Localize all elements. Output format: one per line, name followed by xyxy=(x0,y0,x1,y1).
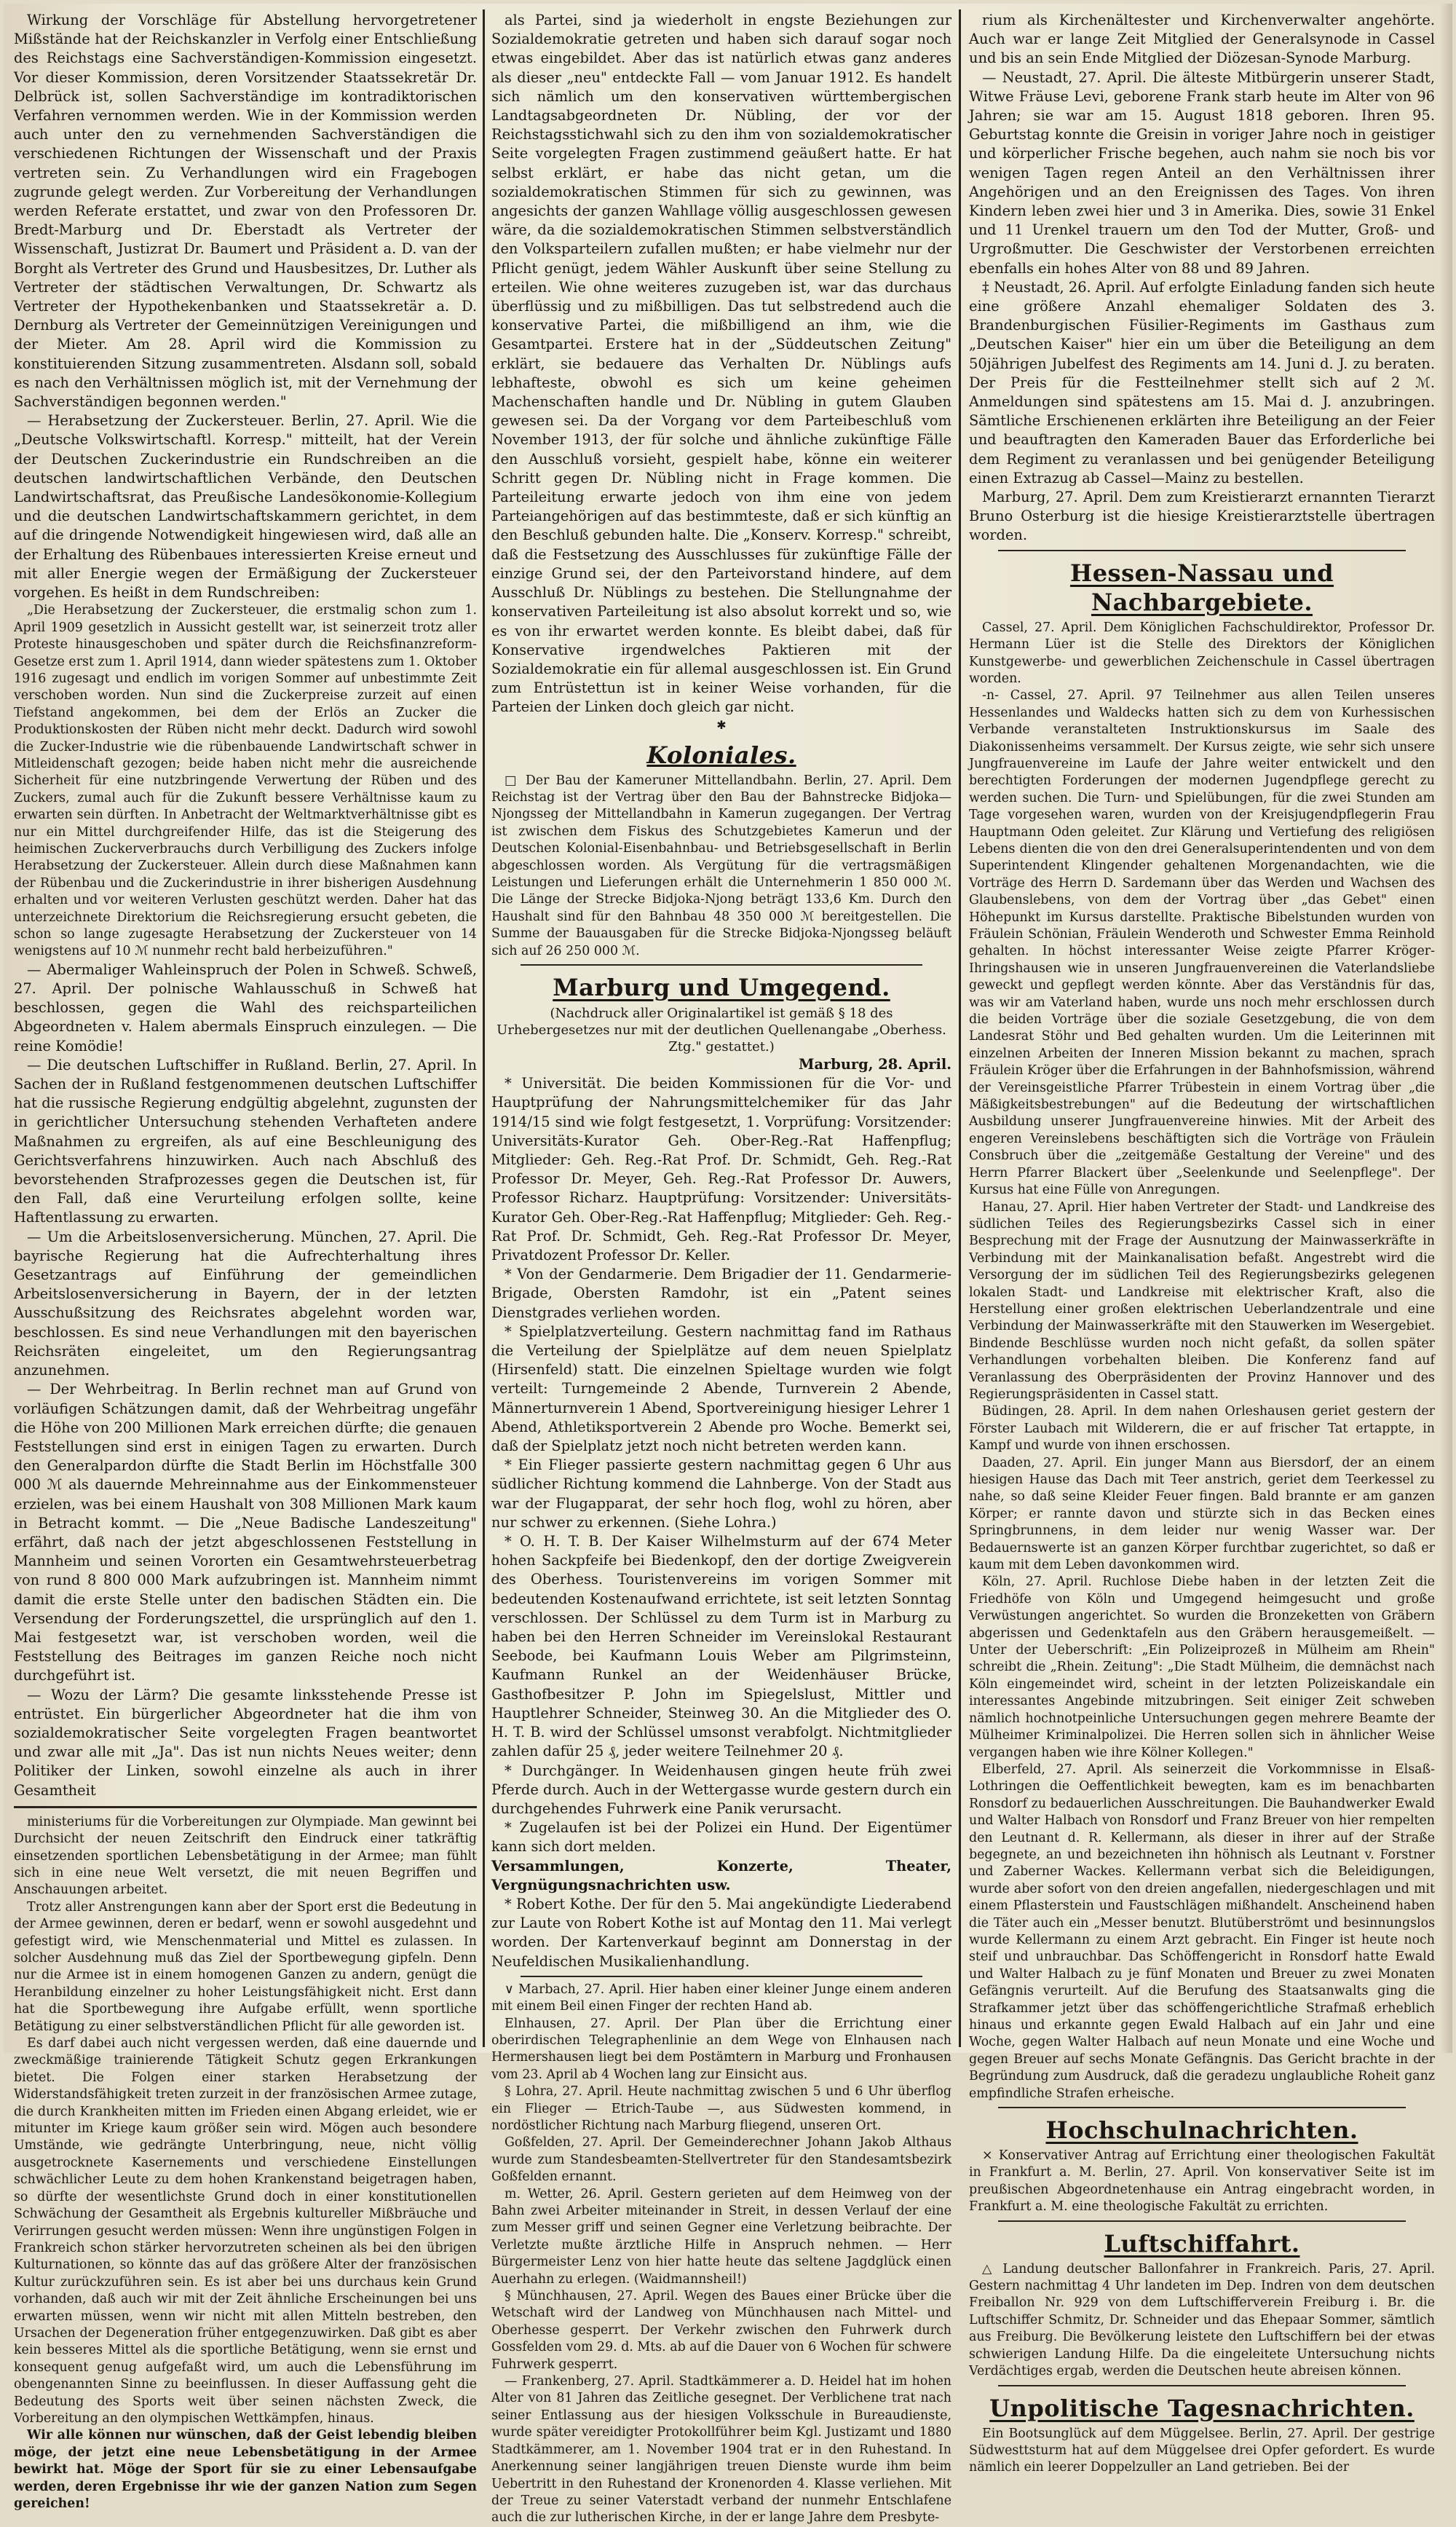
article-buedingen: Büdingen, 28. April. In dem nahen Orleshausen geriet gestern der Förster Laubach mit Wilderern, die er auf frischer Tat ertappte, in Kampf und wurde von ihnen erschossen. xyxy=(969,1404,1435,1454)
article-spielplatz: * Spielplatzverteilung. Gestern nachmittag fand im Rathaus die Verteilung der Spielplätze auf dem neuen Spielplatz (Hirsenfeld) statt. Die einzelnen Spieltage wurden wie folgt verteilt: Turngemeinde 2 Abende, Turnverein 2 Abende, Männerturnverein 1 Abend, Sportvereinigung hiesiger Lehrer 1 Abend, Athletiksportverein 2 Abende pro Woche. Bemerkt sei, daß der Spielplatz jetzt noch nicht betreten werden kann. xyxy=(491,1322,951,1455)
article-cassel-kursus: -n- Cassel, 27. April. 97 Teilnehmer aus allen Teilen unseres Hessenlandes und Waldecks hatten sich zu dem von Kurhessischen Verbande veranstalteten Instruktionskursus im Saale des Diakonissenheims versammelt. Der Kursus zeigte, wie sehr sich unsere Jungfrauenvereine im Laufe der Jahre weiter entwickelt und den berechtigten Forderungen der modernen Jugendpflege gerecht zu werden suchen. Die Turn- und Spielübungen, für die zwei Stunden am Tage vorgesehen waren, wurden von der Kreisjugendpflegerin Frau Hauptmann Oden geleitet. Zur Klärung und Vertiefung des religiösen Lebens dienten die von den drei Generalsuperintendenten und von dem Superintendent Klingender gehaltenen Morgenandachten, wie die Vorträge des Herrn D. Sardemann über das Werden und Wachsen des Glaubenslebens, von dem der Vortrag über „das Gebet" einen Höhepunkt im Kursus darstellte. Praktische Bibelstunden wurden von Fräulein Schönian, Fräulein Wenderoth und Schwester Emma Reinhold gehalten. In höchst interessanter Weise zeigte Pfarrer Kröger-Ihringshausen wie in unseren Jungfrauenvereinen die Vaterlandsliebe geweckt und gepflegt werden könnte. Aber das Verständnis für das, was wir am Vaterland haben, wurde uns noch mehr erschlossen durch die beiden Vorträge über die soziale Gesetzgebung, die von dem Landesrat Stöhr und Bed gehalten wurden. Um die Leiterinnen mit einzelnen Arbeiten der Inneren Mission bekannt zu machen, sprach Fräulein Kröger über die Erfahrungen in der Bahnhofsmission, während der Vereinsgeistliche Pfarrer Trübestein in einem Vortrag über „die Mäßigkeitsbestrebungen" auf die Bedeutung der wirtschaftlichen Ausbildung unserer Jungfrauenvereine hinwies. Mit der Arbeit des engeren Vereinslebens beschäftigten sich die Vorträge von Fräulein Consbruch über die „zeitgemäße Gestaltung der Vereine" und des Herrn Pfarrer Blackert über „Seelenkunde und Seelenpflege". Der Kursus hat eine Fülle von Anregungen. xyxy=(969,688,1435,1198)
article-nuebling: als Partei, sind ja wiederholt in engste Beziehungen zur Sozialdemokratie getreten und haben sich darauf sogar noch etwas eingebildet. Aber das ist natürlich etwas ganz anderes als dieser „neu" entdeckte Fall — vom Januar 1912. Es handelt sich nämlich um den konservativen württembergischen Landtagsabgeordneten Dr. Nübling, der vor der Reichstagsstichwahl sich zu den ihm von sozialdemokratischer Seite vorgelegten Fragen zustimmend geäußert hatte. Er hat selbst erklärt, er habe das nicht getan, um die sozialdemokratischen Stimmen für sich zu gewinnen, was angesichts der ganzen Wahllage völlig ausgeschlossen gewesen wäre, da die sozialdemokratischen Stimmen selbstverständlich den Volksparteilern zufallen mußten; er habe vielmehr nur der Pflicht genügt, jedem Wähler Auskunft über seine Stellung zu erteilen. Wie ohne weiteres zuzugeben ist, war das durchaus überflüssig und zu mißbilligen. Das tut selbstredend auch die konservative Partei, die mißbilligend an ihm, wie die Gesamtpartei. Erstere hat in der „Süddeutschen Zeitung" erklärt, sie bedauere das Verhalten Dr. Nüblings aufs lebhafteste, obwohl es sich um keine geheimen Machenschaften handle und Dr. Nübling in gutem Glauben gewesen sei. Da der Vorgang vor dem Parteibeschluß vom November 1913, der für solche und ähnliche zukünftige Fälle den Ausschluß vorsieht, gespielt habe, könne ein weiterer Schritt gegen Dr. Nübling nicht in Frage kommen. Die Parteileitung erwarte jedoch von ihm eine von jedem Parteiangehörigen auf das bestimmteste, daß er sich künftig an den Beschluß gebunden halte. Die „Konserv. Korresp." schreibt, daß die Festsetzung des Ausschlusses für zukünftige Fälle der einzige Grund sei, der den Parteivorstand hindere, auf dem Ausschluß Dr. Nüblings zu bestehen. Die Stellungnahme der konservativen Parteileitung ist also absolut korrekt und so, wie es von ihr erwartet werden konnte. Es bleibt dabei, daß für Konservative irgendwelches Paktieren mit der Sozialdemokratie ein für allemal ausgeschlossen ist. Ein Grund zum Entrüstettun ist in keiner Weise vorhanden, für die Parteien der Linken doch gleich gar nicht. xyxy=(491,12,951,716)
article-theologische-fakultaet: × Konservativer Antrag auf Errichtung einer theologischen Fakultät in Frankfurt a. M. Berlin, 27. April. Von konservativer Seite ist im preußischen Abgeordnetenhause ein Antrag eingebracht worden, in Frankfurt a. M. eine theologische Fakultät zu errichten. xyxy=(969,2148,1435,2215)
newspaper-page xyxy=(4,4,1452,2526)
column-rule xyxy=(959,9,961,2047)
article-wozu-der-laerm: — Wozu der Lärm? Die gesamte linksstehende Presse ist entrüstet. Ein bürgerlicher Abgeordneter hat die ihm von sozialdemokratischer Seite vorgelegten Fragen beantwortet und zwar alle mit „Ja". Das ist nun nichts Neues weiter; denn Politiker der Linken, sowohl einzelne als auch in ihrer Gesamtheit xyxy=(14,1686,477,1799)
subheading-versammlungen: Versammlungen, Konzerte, Theater, Vergnügungsnachrichten usw. xyxy=(491,1857,951,1893)
article-wetter: m. Wetter, 26. April. Gestern gerieten auf dem Heimweg von der Bahn zwei Arbeiter miteinander in Streit, in dessen Verlauf der eine zum Messer griff und seinen Gegner eine Verletzung beibrachte. Der Verletzte mußte ärztliche Hilfe in Anspruch nehmen. — Herr Bürgermeister Lenz von hier hatte heute das seltene Jagdglück einen Auerhahn zu erlegen. (Waidmannsheil!) xyxy=(491,2186,951,2287)
column-right xyxy=(969,11,1435,2475)
article-neustadt-levi: — Neustadt, 27. April. Die älteste Mitbürgerin unserer Stadt, Witwe Fräuse Levi, geborene Frank starb heute im Alter von 96 Jahren; sie war am 15. August 1818 geboren. Ihren 95. Geburtstag konnte die Greisin in voriger Jahre noch in geistiger und körperlicher Frische begehen, auch nahm sie noch bis vor wenigen Tagen regen Anteil an den Verhältnissen ihrer Angehörigen und an den Ereignissen des Tages. Von ihren Kindern leben zwei hier und 3 in Amerika. Dies, sowie 31 Enkel und 11 Urenkel trauern um den Tod der Mutter, Groß- und Urgroßmutter. Die Geschwister der Verstorbenen erreichten ebenfalls ein hohes Alter von 88 und 89 Jahren. xyxy=(969,68,1435,277)
article-cassel-lueer: Cassel, 27. April. Dem Königlichen Fachschuldirektor, Professor Dr. Hermann Lüer ist die Stelle des Direktors der Königlichen Kunstgewerbe- und gewerblichen Zeichenschule in Cassel übertragen worden. xyxy=(969,620,1435,686)
article-robert-kothe: * Robert Kothe. Der für den 5. Mai angekündigte Liederabend zur Laute von Robert Kothe ist auf Montag den 11. Mai verlegt worden. Der Kartenverkauf beginnt am Donnerstag in der Neufeldischen Musikalienhandlung. xyxy=(491,1895,951,1970)
section-heading-unpolitisch: Unpolitische Tagesnachrichten. xyxy=(989,2394,1415,2422)
article-paragraph: Es darf dabei auch nicht vergessen werden, daß eine dauernde und zweckmäßige trainierende Tätigkeit Schutz gegen Erkrankungen bietet. Die Folgen einer starken Herabsetzung der Widerstandsfähigkeit treten zurzeit in der französischen Armee zutage, die durch Krankheiten mitten im Frieden einen Abgang erleidet, wie er mitunter im Kriege kaum größer sein wird. Mögen auch besondere Umstände, wie gedrängte Unterbringung, neue, nicht völlig ausgetrocknete Kasernements und verschiedene Einstellungen schwächlicher Leute zu dem hohen Krankenstand beigetragen haben, so dürfte der wesentlichste Grund doch in einer konstitutionellen Schwächung der Gesamtheit als Ergebnis kultureller Mißbräuche und Verirrungen gesucht werden müssen: Wenn ihre ungünstigen Folgen in Frankreich schon stärker hervorzutreten scheinen als bei den übrigen Kulturnationen, so könnte das auf das größere Alter der französischen Kultur zurückzuführen sein. Es ist aber bei uns durchaus kein Grund vorhanden, daß auch wir mit der Zeit ähnliche Erscheinungen bei uns erwarten müssen, wenn wir nicht mit allen Mitteln bestreben, den Ursachen der Degeneration früher entgegenzuwirken. Daß gibt es aber kein besseres Mittel als die sportliche Betätigung, wenn sie ernst und konsequent genug aufgefaßt wird, um auch die Lebensführung im obengenannten Sinne zu beeinflussen. In dieser Auffassung geht die Bedeutung des Sports weit über seinen nächsten Zweck, die Vorbereitung an den olympischen Wettkämpfen, hinaus. xyxy=(14,2036,477,2426)
article-ballonfahrer: △ Landung deutscher Ballonfahrer in Frankreich. Paris, 27. April. Gestern nachmittag 4 Uhr landeten im Dep. Indren von dem deutschen Freiballon Nr. 929 von dem Luftschifferverein Freiburg i. Br. die Luftschiffer Schmitz, Dr. Schneider und das Ehepaar Sommer, sämtlich aus Freiburg. Die Bevölkerung leistete den Luftschiffern bei der etwas schwierigen Landung Hilfe. Da die eingeleitete Untersuchung nichts Verdächtiges ergab, werden die Deutschen heute abreisen können. xyxy=(969,2261,1435,2379)
article-daaden: Daaden, 27. April. Ein junger Mann aus Biersdorf, der an einem hiesigen Hause das Dach mit Teer anstrich, geriet dem Teerkessel zu nahe, so daß seine Kleider Feuer fingen. Bald brannte er am ganzen Körper; er rannte davon und stürzte sich in das Becken eines Springbrunnens, in dem leider nur wenig Wasser war. Der Bedauernswerte ist an ganzen Körper furchtbar zugerichtet, so daß er kaum mit dem Leben davonkommen wird. xyxy=(969,1455,1435,1573)
section-heading-hessen-nassau: Hessen-Nassau und Nachbargebiete. xyxy=(1069,559,1334,616)
article-gossfelden: Goßfelden, 27. April. Der Gemeinderechner Johann Jakob Althaus wurde zum Standesbeamten-Stellvertreter für den Standesamtsbezirk Goßfelden ernannt. xyxy=(491,2135,951,2185)
section-divider xyxy=(998,2385,1406,2386)
article-frankenberg: — Frankenberg, 27. April. Stadtkämmerer a. D. Heidel hat im hohen Alter von 81 Jahren das Zeitliche gesegnet. Der Verblichene trat nach seiner Entlassung aus der hiesigen Volksschule in Bureaudienste, wurde später vereidigter Protokollführer beim Kgl. Justizamt und 1880 Stadtkämmerer, am 1. November 1904 trat er in den Ruhestand. In Anerkennung seiner langjährigen treuen Dienste wurde ihm beim Uebertritt in den Ruhestand der Kronenorden 4. Klasse verliehen. Mit der Treue zu seiner Vaterstadt verband der nunmehr Entschlafene auch die zur lutherischen Kirche, in der er lange Jahre dem Presbyte- xyxy=(491,2374,951,2526)
article-kreistierarzt: Marburg, 27. April. Dem zum Kreistierarzt ernannten Tierarzt Bruno Osterburg ist die hiesige Kreistierarztstelle übertragen worden. xyxy=(969,489,1435,544)
section-heading-luftschiffahrt: Luftschiffahrt. xyxy=(1104,2229,1300,2258)
dateline: Marburg, 28. April. xyxy=(799,1055,951,1073)
section-divider xyxy=(998,550,1406,551)
article-hanau: Hanau, 27. April. Hier haben Vertreter der Stadt- und Landkreise des südlichen Teiles des Regierungsbezirks Cassel sich in einer Besprechung mit der Frage der Ausnutzung der Mainwasserkräfte in Verbindung mit der Mainkanalisation befaßt. Angestrebt wird die Versorgung der im südlichen Teil des Regierungsbezirks gelegenen lokalen Stadt- und Landkreise mit elektrischer Kraft, also die Herstellung einer großen elektrischen Ueberlandzentrale und eine Verbindung der Mainwasserkräfte mit den Stauwerken im Wesergebiet. Bindende Beschlüsse wurden noch nicht gefaßt, da sollen später Verhandlungen vorbehalten bleiben. Die Konferenz fand auf Veranlassung des Oberpräsidenten der Provinz Hannover und des Regierungspräsidenten in Cassel statt. xyxy=(969,1199,1435,1402)
article-ohtv: * O. H. T. B. Der Kaiser Wilhelmsturm auf der 674 Meter hohen Sackpfeife bei Biedenkopf, den der dortige Zweigverein des Oberhess. Touristenvereins im vorigen Sommer mit bedeutenden Kostenaufwand errichtete, ist seit letzten Sonntag verschlossen. Der Schlüssel zu dem Turm ist in Marburg zu haben bei den Herren Schneider im Vereinslokal Restaurant Seebode, bei Kaufmann Louis Weber am Pilgrimsteinn, Kaufmann Runkel an der Weidenhäuser Brücke, Gasthofbesitzer P. John im Spiegelslust, Mittler und Hauptlehrer Schneider, Steinweg 30. An die Mitglieder des O. H. T. B. wird der Schlüssel umsonst verabfolgt. Nichtmitglieder zahlen dafür 25 ₰, jeder weitere Teilnehmer 20 ₰. xyxy=(491,1533,951,1760)
article-continuation: rium als Kirchenältester und Kirchenverwalter angehörte. Auch war er lange Zeit Mitglied der Generalsynode in Cassel und bis an sein Ende Mitglied der Diözesan-Synode Marburg. xyxy=(969,12,1435,67)
article-gendarmerie: * Von der Gendarmerie. Dem Brigadier der 11. Gendarmerie-Brigade, Obersten Ramdohr, ist ein „Patent seines Dienstgrades verliehen worden. xyxy=(491,1266,951,1321)
article-elnhausen: Elnhausen, 27. April. Der Plan über die Errichtung einer oberirdischen Telegraphenlinie an dem Wege von Elnhausen nach Hermershausen liegt bei dem Postämtern in Marburg und Fronhausen vom 23. April ab 4 Wochen lang zur Einsicht aus. xyxy=(491,2016,951,2082)
article-quote: „Die Herabsetzung der Zuckersteuer, die erstmalig schon zum 1. April 1909 gesetzlich in Aussicht gestellt war, ist seinerzeit trotz aller Proteste hinausgeschoben und später durch die Reichsfinanzreform-Gesetze erst zum 1. April 1914, dann wieder spätestens zum 1. Oktober 1916 zugesagt und endlich im vorigen Sommer auf unbestimmte Zeit verschoben worden. Nun sind die Zuckerpreise zurzeit auf einen Tiefstand angekommen, bei dem der Erlös an Zucker die Produktionskosten der Rüben nicht mehr deckt. Dadurch wird sowohl die Zucker-Industrie wie die rübenbauende Landwirtschaft schwer in Mitleidenschaft gezogen; beide haben nicht mehr die ausreichende Sicherheit für eine nutzbringende Verwertung der Rüben und des Zuckers, zumal auch für die Zukunft bessere Verhältnisse kaum zu erwarten sein dürften. In Anbetracht der Weltmarktverhältnisse gibt es nur ein Mittel durchgreifender Hilfe, das ist die Steigerung des heimischen Zuckerverbrauchs durch Verbilligung des Zuckers infolge Herabsetzung der Zuckersteuer. Allein durch diese Maßnahmen kann der Rübenbau und die Zuckerindustrie in ihrer bisherigen Ausdehnung erhalten und vor weiteren Verlusten geschützt werden. Daher hat das unterzeichnete Direktorium die Reichsregierung ersucht gebeten, die schon so lange zugesagte Herabsetzung der Zuckersteuer von 14 wenigstens auf 10 ℳ nunmehr recht bald herbeizuführen." xyxy=(14,603,477,959)
section-divider xyxy=(998,2220,1406,2222)
column-left xyxy=(14,11,477,2512)
article-luftschiffer-russland: — Die deutschen Luftschiffer in Rußland. Berlin, 27. April. In Sachen der in Rußland festgenommenen deutschen Luftschiffer hat die russische Regierung endgültig abgelehnt, zugunsten der in gerichtlicher Untersuchung stehenden Verhafteten andere Maßnahmen zu ergreifen, als auf eine Beschleunigung des Gerichtsverfahrens hinzuwirken. Auch nach Abschluß des bevorstehenden Strafprozesses gegen die Deutschen ist, für den Fall, daß eine Verurteilung erfolgen sollte, keine Haftentlassung zu erwarten. xyxy=(14,1056,477,1226)
article-wehrbeitrag: — Der Wehrbeitrag. In Berlin rechnet man auf Grund von vorläufigen Schätzungen damit, daß der Wehrbeitrag ungefähr die Höhe von 200 Millionen Mark erreichen dürfte; die genauen Feststellungen sind erst in einigen Tagen zu erwarten. Durch den Generalpardon dürfte die Stadt Berlin im Höchstfalle 300 000 ℳ als dauernde Mehreinnahme aus der Einkommensteuer erzielen, was bei einem Haushalt von 308 Millionen Mark kaum in Betracht kommt. — Die „Neue Badische Landeszeitung" erfährt, daß nach der jetzt abgeschlossenen Feststellung in Mannheim und seinen Vororten ein Gesamtwehrsteuerbetrag von rund 8 800 000 Mark aufzubringen ist. Mannheim nimmt damit die erste Stelle unter den badischen Städten ein. Die Versendung der Forderungszettel, die ursprünglich auf den 1. Mai festgesetzt war, ist verschoben worden, weil die Feststellung des Beitrages im ganzen Reiche noch nicht durchgeführt ist. xyxy=(14,1381,477,1684)
article-universitaet: * Universität. Die beiden Kommissionen für die Vor- und Hauptprüfung der Nahrungsmittelchemiker für das Jahr 1914/15 sind wie folgt festgesetzt, 1. Vorprüfung: Vorsitzender: Universitäts-Kurator Geh. Ober-Reg.-Rat Haffenpflug; Mitglieder: Geh. Reg.-Rat Prof. Dr. Schmidt, Geh. Reg.-Rat Professor Dr. Meyer, Geh. Reg.-Rat Professor Dr. Auwers, Professor Richarz. Hauptprüfung: Vorsitzender: Universitäts-Kurator Geh. Ober-Reg.-Rat Haffenpflug; Mitglieder: Geh. Reg.-Rat Prof. Dr. Schmidt, Geh. Reg.-Rat Professor Dr. Meyer, Privatdozent Professor Dr. Keller. xyxy=(491,1075,951,1264)
article-paragraph: Trotz aller Anstrengungen kann aber der Sport erst die Bedeutung in der Armee gewinnen, deren er bedarf, wenn er sowohl ausgedehnt und gefestigt wird, wie Menschenmaterial und Mittel es zulassen. In solcher Ausdehnung muß das Ziel der Sportbewegung gipfeln. Denn nur die Armee ist in einem homogenen Ganzen zu andern, genügt die Heranbildung einzelner zu hoher Leistungsfähigkeit nicht. Erst dann hat die Sportbewegung ihre Aufgabe erfüllt, wenn sportliche Betätigung zu einer selbstverständlichen Pflicht für alle geworden ist. xyxy=(14,1899,477,2034)
column-rule xyxy=(483,9,485,2047)
reprint-notice: (Nachdruck aller Originalartikel ist gemäß § 18 des Urhebergesetzes nur mit der deutlichen Quellenangabe „Oberhess. Ztg." gestattet.) xyxy=(496,1005,946,1054)
section-heading-marburg: Marburg und Umgegend. xyxy=(553,973,890,1001)
section-heading-koloniales: Koloniales. xyxy=(646,741,796,769)
article-sport-armee: ministeriums für die Vorbereitungen zur Olympiade. Man gewinnt bei Durchsicht der neuen Zeitschrift den Eindruck einer tatkräftig einsetzenden sportlichen Lebensbetätigung in der Armee; man fühlt sich in eine neue Welt versetzt, die mit neuen Begriffen und Anschauungen arbeitet. xyxy=(14,1814,477,1898)
article-marbach: ∨ Marbach, 27. April. Hier haben einer kleiner Junge einem anderen mit einem Beil einen Finger der rechten Hand ab. xyxy=(491,1982,951,2014)
article-arbeitslosenversicherung: — Um die Arbeitslosenversicherung. München, 27. April. Die bayrische Regierung hat die Aufrechterhaltung ihres Gesetzantrags auf Einführung der gemeindlichen Arbeitslosenversicherung in Bayern, der in der letzten Ausschußsitzung des Reichsrates abgelehnt worden war, beschlossen. Es sind neue Verhandlungen mit den bayerischen Reichsräten eingeleitet, um den Regierungsantrag anzunehmen. xyxy=(14,1228,477,1379)
section-heading-hochschul: Hochschulnachrichten. xyxy=(1045,2116,1358,2145)
article-closing: Wir alle können nur wünschen, daß der Geist lebendig bleiben möge, der jetzt eine neue Lebensbetätigung in der Armee bewirkt hat. Möge der Sport für sie zu einer Lebensaufgabe werden, deren Ergebnisse ihr wie der ganzen Nation zum Segen gereichen! xyxy=(14,2428,477,2512)
article-elberfeld: Elberfeld, 27. April. Als seinerzeit die Vorkommnisse in Elsaß-Lothringen die Oeffentlichkeit bewegten, kam es im benachbarten Ronsdorf zu bedauerlichen Ausschreitungen. Die Bauhandwerker Ewald und Walter Halbach von Ronsdorf und Franz Breuer von hier rempelten den Leutnant d. R. Kellermann, als dieser in ihrer auf der Straße begegnete, an und bezeichneten ihn höhnisch als Leutnant v. Forstner und Zaberner Wackes. Kellermann verbat sich die Beleidigungen, wurde aber sofort von den dreien angefallen, niedergeschlagen und mit einem Pflasterstein und Faustschlägen mißhandelt. Anscheinend haben die Täter auch ein „Messer benutzt. Blutüberströmt und besinnungslos wurde Kellermann zu einem Arzt gebracht. Ein Finger ist heute noch steif und unbrauchbar. Das Schöffengericht in Ronsdorf hatte Ewald und Walter Halbach zu je fünf Monaten und Breuer zu zwei Monaten Gefängnis verurteilt. Auf die Berufung des Staatsanwalts ging die Strafkammer jetzt über das schöffengerichtliche Strafmaß erheblich hinaus und erkannte gegen Ewald Halbach auf ein Jahr und eine Woche, gegen Walter Halbach auf neun Monate und eine Woche und gegen Breuer auf sechs Monate Gefängnis. Das Gericht brachte in der Begründung zum Ausdruck, daß die geradezu unglaubliche Roheit ganz empfindliche Strafen erheische. xyxy=(969,1762,1435,2101)
section-divider xyxy=(998,2107,1406,2108)
article-paragraph: Wirkung der Vorschläge für Abstellung hervorgetretener Mißstände hat der Reichskanzler in Verfolg einer Entschließung des Reichstags eine Sachverständigen-Kommission eingesetzt. Vor dieser Kommission, deren Vorsitzender Staatssekretär Dr. Delbrück ist, sollen Sachverständige im kontradiktorischen Verfahren vernommen werden. Wie in der Kommission werden auch unter den zu vernehmenden Sachverständigen die verschiedenen Richtungen der Wissenschaft und der Praxis vertreten sein. Zu Verhandlungen wird ein Fragebogen zugrunde gelegt werden. Zur Vorbereitung der Verhandlungen werden Referate erstattet, und zwar von den Professoren Dr. Bredt-Marburg und Dr. Eberstadt als Vertreter der Wissenschaft, Justizrat Dr. Baumert und Präsident a. D. van der Borght als Vertreter des Grund und Hausbesitzes, Dr. Luther als Vertreter der städtischen Verwaltungen, Dr. Schwartz als Vertreter der Hypothekenbanken und Staatssekretär a. D. Dernburg als Vertreter der Gemeinnützigen Vereinigungen und der Mieter. Am 28. April wird die Kommission zu konstituierenden Sitzung zusammentreten. Alsdann soll, sobald es nach den Verhältnissen möglich ist, mit der Vernehmung der Sachverständigen begonnen werden." xyxy=(14,12,477,411)
article-muenchhausen: § Münchhausen, 27. April. Wegen des Baues einer Brücke über die Wetschaft wird der Landweg von Münchhausen nach Mittel- und Oberhesse gesperrt. Der Verkehr zwischen den Fuhrwerk durch Gossfelden vom 29. d. Mts. ab auf die Dauer von 6 Wochen für schwere Fuhrwerk gesperrt. xyxy=(491,2289,951,2372)
article-lohra: § Lohra, 27. April. Heute nachmittag zwischen 5 und 6 Uhr überflog ein Flieger — Etrich-Taube —, aus Südwesten kommend, in nordöstlicher Richtung nach Marburg fliegend, unseren Ort. xyxy=(491,2084,951,2133)
article-zuckersteuer: — Herabsetzung der Zuckersteuer. Berlin, 27. April. Wie die „Deutsche Volkswirtschaftl. Korresp." mitteilt, hat der Verein der Deutschen Zuckerindustrie ein Rundschreiben an die deutschen landwirtschaftlichen Verbände, den Deutschen Landwirtschaftsrat, das Preußische Landesökonomie-Kollegium und die deutschen Landwirtschaftskammern gerichtet, in dem auf die dringende Notwendigkeit hingewiesen wird, daß alle an der Erhaltung des Rübenbaues interessierten Kreise erneut und mit aller Energie wegen der Ermäßigung der Zuckersteuer vorgehen. Es heißt in dem Rundschreiben: xyxy=(14,412,477,602)
column-middle xyxy=(491,11,951,2526)
section-divider xyxy=(14,1806,477,1808)
article-flieger: * Ein Flieger passierte gestern nachmittag gegen 6 Uhr aus südlicher Richtung kommend die Lahnberge. Von der Stadt aus war der Flugapparat, der sehr hoch flog, wohl zu hören, aber nur schwer zu erkennen. (Siehe Lohra.) xyxy=(491,1456,951,1531)
article-mueggelsee: Ein Bootsunglück auf dem Müggelsee. Berlin, 27. April. Der gestrige Südwesttsturm hat auf dem Müggelsee drei Opfer gefordert. Es wurde nämlich ein leerer Doppelzuller an Land getrieben. Bei der xyxy=(969,2426,1435,2475)
article-durchgaenger: * Durchgänger. In Weidenhausen gingen heute früh zwei Pferde durch. Auch in der Wettergasse wurde gestern durch ein durchgehendes Fuhrwerk eine Panik verursacht. xyxy=(491,1762,951,1817)
article-neustadt-regiment: ‡ Neustadt, 26. April. Auf erfolgte Einladung fanden sich heute eine größere Anzahl ehemaliger Soldaten des 3. Brandenburgischen Füsilier-Regiments im Gasthaus zum „Deutschen Kaiser" hier ein um über die Beteiligung an dem 50jährigen Jubelfest des Regiments am 14. Juni d. J. zu beraten. Der Preis für die Festteilnehmer stellt sich auf 2 ℳ. Anmeldungen sind spätestens am 15. Mai d. J. anzubringen. Sämtliche Erschienenen erklärten ihre Beteiligung an der Feier und beauftragten den Kameraden Bauer das Erforderliche bei dem Regiment zu veranlassen und bei genügender Beteiligung einen Extrazug ab Cassel—Mainz zu bestellen. xyxy=(969,278,1435,486)
article-polen-schwetz: — Abermaliger Wahleinspruch der Polen in Schweß. Schweß, 27. April. Der polnische Wahlausschuß in Schweß hat beschlossen, gegen die Wahl des reichsparteilichen Abgeordneten v. Halem abermals Einspruch einzulegen. — Die reine Komödie! xyxy=(14,961,477,1054)
section-divider xyxy=(521,1976,922,1977)
article-zugelaufen: * Zugelaufen ist bei der Polizei ein Hund. Der Eigentümer kann sich dort melden. xyxy=(491,1819,951,1856)
article-koeln: Köln, 27. April. Ruchlose Diebe haben in der letzten Zeit die Friedhöfe von Köln und Umgegend heimgesucht und große Verwüstungen angerichtet. So wurden die Bronzeketten von Gräbern abgerissen und Gedenktafeln aus den Gräbern herausgemeißelt. — Unter der Ueberschrift: „Ein Polizeiprozeß in Mülheim am Rhein" schreibt die „Rhein. Zeitung": „Die Stadt Mülheim, die demnächst nach Köln eingemeindet wird, scheint in der letzten Polizeiskandale ein interessantes Angebinde mitzubringen. Seit einiger Zeit schweben nämlich hochnotpeinliche Untersuchungen gegen mehrere Beamte der Mülheimer Kriminalpolizei. Die Herren sollen sich in ähnlicher Weise vergangen haben wie ihre Kölner Kollegen." xyxy=(969,1574,1435,1760)
article-kamerun-bahn: □ Der Bau der Kameruner Mittellandbahn. Berlin, 27. April. Dem Reichstag ist der Vertrag über den Bau der Bahnstrecke Bidjoka—Njongsseg der Mittellandbahn in Kamerun zugegangen. Der Vertrag ist zwischen dem Fiskus des Schutzgebietes Kamerun und der Deutschen Kolonial-Eisenbahnbau- und Betriebsgesellschaft in Berlin abgeschlossen worden. Als Vergütung für die vertragsmäßigen Leistungen und Lieferungen erhält die Unternehmerin 1 850 000 ℳ. Die Länge der Strecke Bidjoka-Njong beträgt 133,6 Km. Durch den Haushalt sind für den Bahnbau 48 350 000 ℳ bereitgestellen. Die Summe der Bauausgaben für die Strecke Bidjoka-Njongsseg beläuft sich auf 26 250 000 ℳ. xyxy=(491,773,951,958)
section-divider xyxy=(521,964,922,966)
page-edge-shadow xyxy=(1439,4,1452,2053)
separator-ornament: ✱ xyxy=(716,717,727,732)
